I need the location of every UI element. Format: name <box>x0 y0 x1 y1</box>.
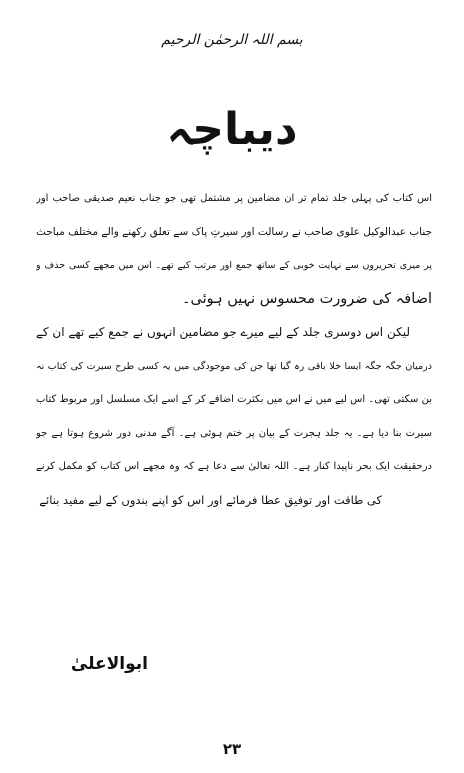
text-line: کی طاقت اور توفیق عطا فرمائے اور اس کو اپنے بندوں کے لیے مفید بنائے <box>39 492 382 507</box>
page-title: دیباچہ <box>166 104 298 155</box>
text-line: اضافہ کی ضرورت محسوس نہیں ہوئی۔ <box>182 290 432 307</box>
basmala-heading: بسم اللہ الرحمٰن الرحیم <box>161 32 303 48</box>
text-line: سیرت بنا دیا ہے۔ یہ جلد ہجرت کے بیان پر ختم ہوئی ہے۔ آگے مدنی دور شروع ہوتا ہے جو <box>36 427 432 439</box>
text-line: درمیان جگہ جگہ ایسا خلا باقی رہ گیا تھا جن کی موجودگی میں یہ کسی طرح سیرت کی کتاب نہ <box>36 360 432 372</box>
text-line: جناب عبدالوکیل علوی صاحب نے رسالت اور سیرتِ پاک سے تعلق رکھنے والے مختلف مباحث <box>36 225 432 238</box>
text-line: اس کتاب کی پہلی جلد تمام تر ان مضامین پر مشتمل تھی جو جناب نعیم صدیقی صاحب اور <box>36 193 432 204</box>
text-line: درحقیقت ایک بحر ناپیدا کنار ہے۔ اللہ تعالیٰ سے دعا ہے کہ وہ مجھے اس کتاب کو مکمل کرنے <box>36 461 432 472</box>
preface-body <box>36 182 432 517</box>
text-line: لیکن اس دوسری جلد کے لیے میرے جو مضامین انہوں نے جمع کیے تھے ان کے <box>36 325 410 339</box>
page-number: ۲۳ <box>222 740 242 758</box>
author-signature: ابوالاعلیٰ <box>70 654 148 674</box>
text-line: بن سکتی تھی۔ اس لیے میں نے اس میں بکثرت اضافے کر کے اسے ایک مسلسل اور مربوط کتاب <box>36 394 432 405</box>
text-line: پر میری تحریروں سے نہایت خوبی کے ساتھ جمع اور مرتب کیے تھے۔ اس میں مجھے کسی حذف و <box>36 260 432 271</box>
